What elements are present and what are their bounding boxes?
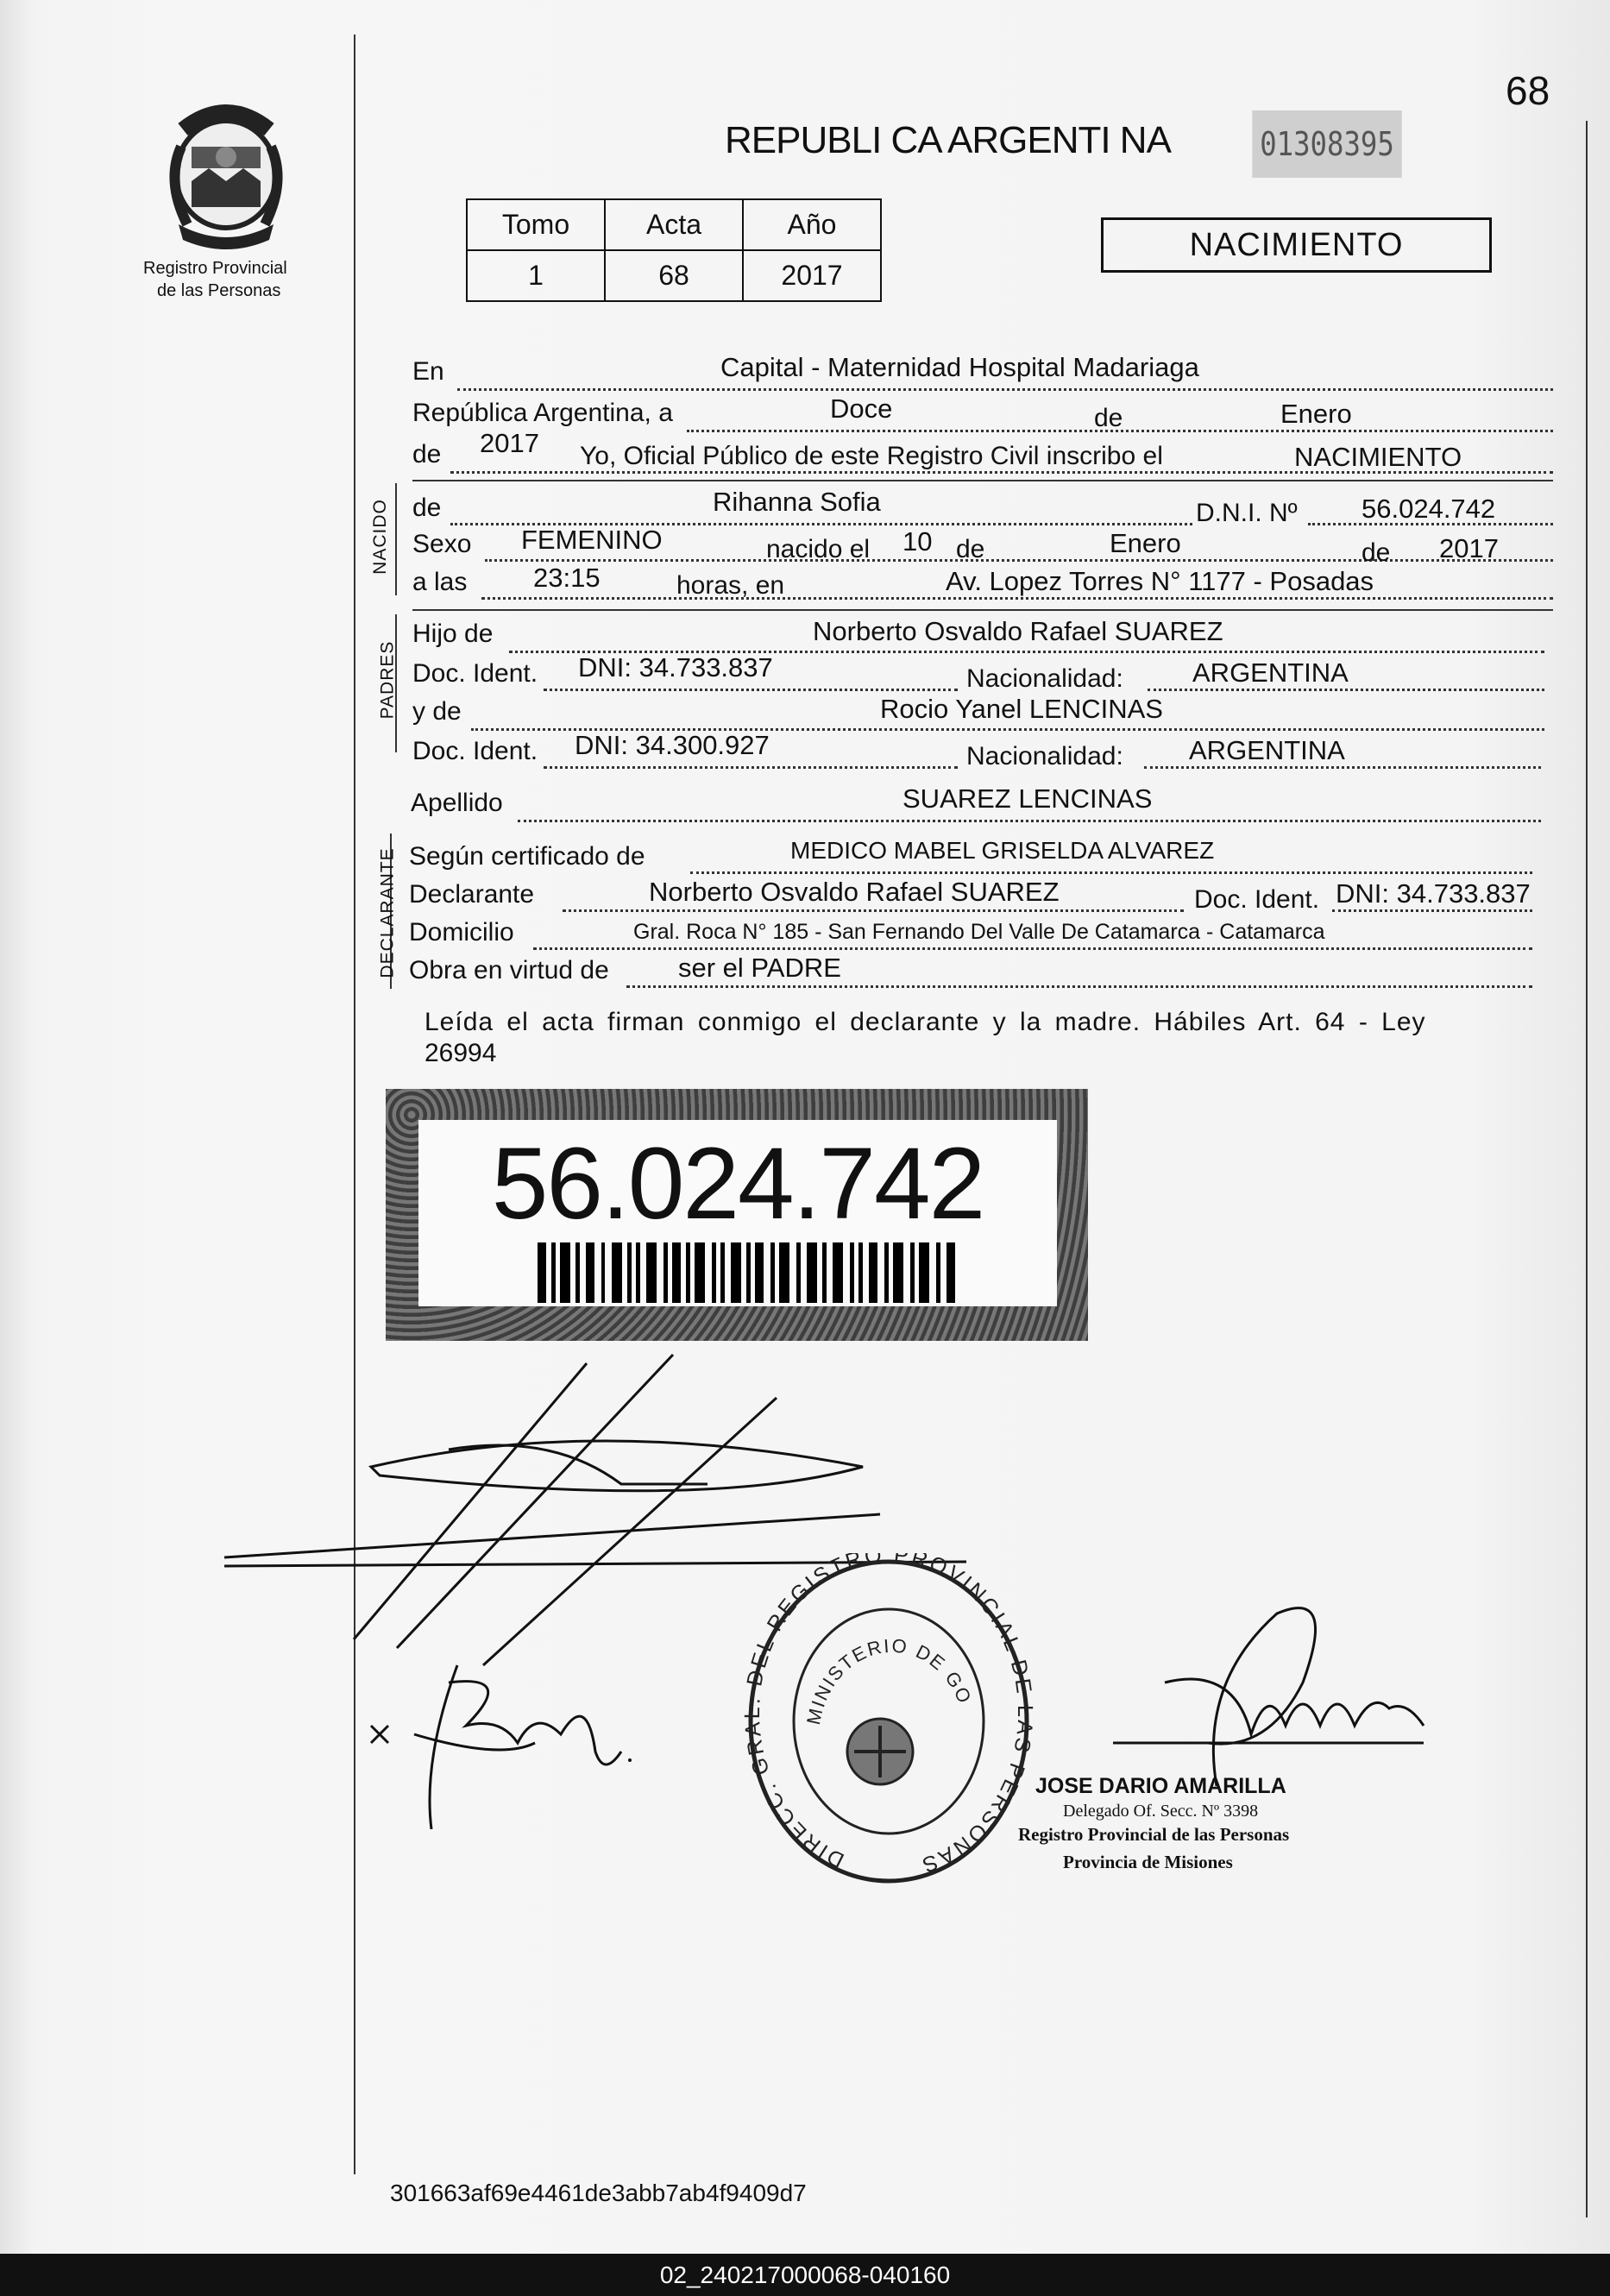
label-en: En — [412, 357, 444, 386]
value-birth-day: 10 — [902, 526, 933, 557]
act-type-box: NACIMIENTO — [1101, 217, 1492, 273]
footer-code: 02_240217000068-040160 — [0, 2254, 1610, 2296]
value-birth-place: Av. Lopez Torres N° 1177 - Posadas — [946, 566, 1374, 596]
mother-signature — [362, 1657, 638, 1846]
svg-text:DIRECC. GRAL. DEL REGISTRO PRO — [742, 1553, 1035, 1878]
label-doc-ident-mother: Doc. Ident. — [412, 737, 538, 765]
sticker-number: 56.024.742 — [491, 1127, 984, 1241]
label-de: de — [1094, 404, 1123, 432]
value-declarant-doc: DNI: 34.733.837 — [1336, 878, 1531, 909]
value-father-doc: DNI: 34.733.837 — [578, 652, 773, 683]
value-year: 2017 — [480, 428, 539, 458]
section-divider — [412, 480, 1553, 481]
value-registered: NACIMIENTO — [1294, 442, 1462, 472]
value-address: Gral. Roca N° 185 - San Fernando Del Valle De Catamarca - Catamarca — [633, 920, 1325, 944]
official-title: Delegado Of. Secc. Nº 3398 — [1063, 1802, 1259, 1821]
label-nacido-el: nacido el — [766, 535, 871, 563]
dots — [1148, 689, 1544, 691]
misiones-coat-of-arms-logo — [157, 95, 295, 250]
dots — [457, 388, 1553, 391]
value-birth-month: Enero — [1110, 528, 1181, 558]
left-margin-rule — [354, 35, 355, 2174]
official-name: JOSE DARIO AMARILLA — [1035, 1774, 1286, 1798]
dots — [533, 947, 1532, 950]
statement-text: Yo, Oficial Público de este Registro Civil inscribo el — [580, 442, 1163, 470]
tomo-acta-ano-table — [466, 198, 882, 302]
dots — [485, 559, 1553, 562]
document-hash: 301663af69e4461de3abb7ab4f9409d7 — [390, 2180, 807, 2206]
official-province: Provincia de Misiones — [1063, 1852, 1233, 1872]
table-header-row — [467, 199, 881, 250]
country-title: REPUBLI CA ARGENTI NA — [725, 119, 1171, 161]
value-mother-name: Rocio Yanel LENCINAS — [880, 694, 1163, 724]
dots — [1144, 766, 1541, 769]
value-birth-year: 2017 — [1439, 533, 1499, 563]
value-place: Capital - Maternidad Hospital Madariaga — [720, 352, 1199, 382]
label-de-name: de — [412, 494, 442, 522]
label-doc-ident-declarant: Doc. Ident. — [1194, 885, 1320, 914]
label-a-las: a las — [412, 568, 468, 596]
value-declarant-name: Norberto Osvaldo Rafael SUAREZ — [649, 877, 1060, 907]
section-bracket — [395, 483, 397, 595]
dots — [1332, 909, 1532, 912]
label-de-year2: de — [1362, 538, 1391, 567]
registry-name-line2: de las Personas — [157, 281, 281, 300]
label-dni: D.N.I. Nº — [1196, 499, 1298, 527]
value-time: 23:15 — [533, 563, 601, 593]
dots — [544, 766, 958, 769]
section-divider — [412, 609, 1553, 611]
dots — [626, 985, 1532, 988]
stamp-inner-text: MINISTERIO DE GO — [802, 1634, 977, 1727]
value-sexo: FEMENINO — [521, 525, 663, 555]
dni-sticker — [386, 1089, 1088, 1341]
value-acta: 68 — [605, 250, 743, 301]
value-child-dni: 56.024.742 — [1362, 494, 1496, 524]
sticker-label — [418, 1120, 1057, 1306]
label-declarante: Declarante — [409, 880, 535, 909]
barcode — [538, 1242, 960, 1303]
label-de-month: de — [956, 535, 985, 563]
table-value-row — [467, 250, 881, 301]
label-republica: República Argentina, a — [412, 399, 673, 427]
label-horas-en: horas, en — [676, 571, 785, 600]
dots — [544, 689, 958, 691]
closing-line-1: Leída el acta firman conmigo el declarante y la madre. Hábiles Art. 64 - Ley — [425, 1008, 1426, 1036]
value-certifier: MEDICO MABEL GRISELDA ALVAREZ — [790, 837, 1215, 864]
official-office: Registro Provincial de las Personas — [1018, 1824, 1290, 1845]
dots — [481, 597, 1553, 600]
value-apellido: SUAREZ LENCINAS — [902, 783, 1153, 814]
label-y-de: y de — [412, 697, 462, 726]
value-tomo: 1 — [467, 250, 605, 301]
dots — [690, 871, 1532, 874]
section-label-padres: PADRES — [377, 640, 398, 720]
header-acta: Acta — [605, 199, 743, 250]
dots — [518, 820, 1541, 822]
official-signature — [992, 1579, 1441, 1795]
value-father-nationality: ARGENTINA — [1192, 657, 1349, 688]
closing-line-2: 26994 — [425, 1039, 497, 1067]
label-segun-certificado: Según certificado de — [409, 842, 645, 871]
serial-number: 01308395 — [1252, 110, 1401, 178]
value-obra: ser el PADRE — [678, 953, 841, 983]
stamp-ring-text: DIRECC. GRAL. DEL REGISTRO PROVINCIAL DE LAS PERSONAS — [742, 1553, 1035, 1878]
section-label-nacido: NACIDO — [369, 499, 390, 575]
page-number: 68 — [1506, 68, 1550, 113]
header-ano: Año — [743, 199, 881, 250]
label-hijo-de: Hijo de — [412, 620, 494, 648]
value-mother-nationality: ARGENTINA — [1189, 735, 1345, 765]
value-day-words: Doce — [830, 393, 893, 424]
label-nacionalidad-mother: Nacionalidad: — [966, 742, 1123, 771]
dots — [563, 909, 1184, 912]
header-tomo: Tomo — [467, 199, 605, 250]
label-de-year: de — [412, 440, 442, 469]
label-nacionalidad-father: Nacionalidad: — [966, 664, 1123, 693]
value-child-name: Rihanna Sofia — [713, 487, 881, 517]
right-margin-rule — [1586, 121, 1588, 2217]
value-ano: 2017 — [743, 250, 881, 301]
value-month: Enero — [1280, 399, 1352, 429]
value-mother-doc: DNI: 34.300.927 — [575, 730, 770, 760]
value-father-name: Norberto Osvaldo Rafael SUAREZ — [813, 616, 1223, 646]
label-apellido: Apellido — [411, 789, 503, 817]
label-doc-ident-father: Doc. Ident. — [412, 659, 538, 688]
section-label-declarante: DECLARANTE — [377, 847, 398, 978]
label-obra: Obra en virtud de — [409, 956, 609, 984]
label-domicilio: Domicilio — [409, 918, 514, 947]
label-sexo: Sexo — [412, 530, 472, 558]
official-round-stamp — [742, 1553, 1035, 1890]
registry-name-line1: Registro Provincial — [143, 259, 287, 278]
